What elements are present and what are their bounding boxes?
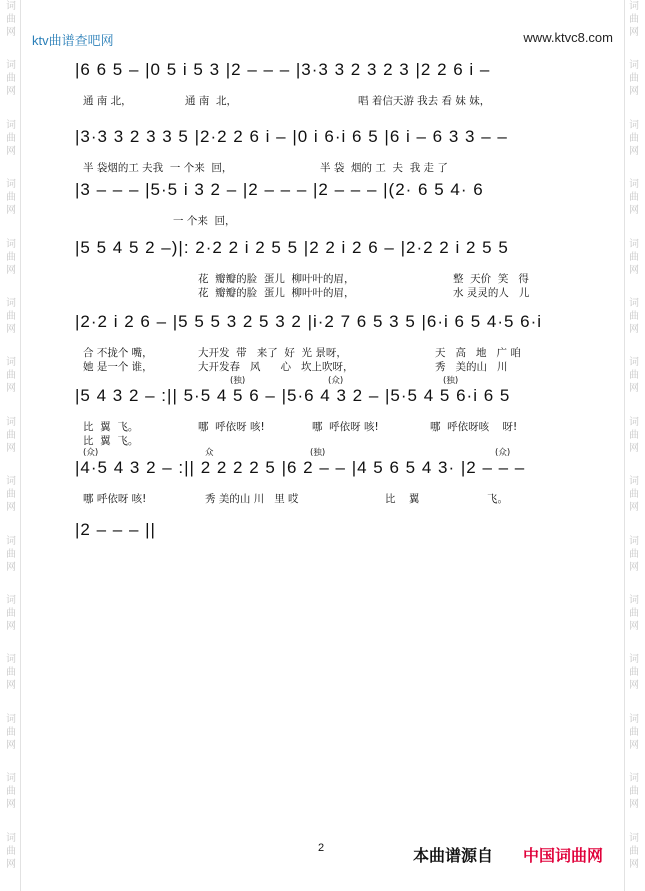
watermark-char: 词 <box>6 832 16 844</box>
watermark-char: 网 <box>6 561 16 573</box>
lyric-line-2: 花 瓣瓣的脸 蛋儿 柳叶叶的眉， <box>198 287 355 299</box>
watermark-char: 曲 <box>6 608 16 620</box>
watermark-char: 网 <box>6 442 16 454</box>
watermark-char: 曲 <box>629 608 639 620</box>
watermark-char: 词 <box>6 713 16 725</box>
lyric-line: 天 高 地 广 咱 <box>435 347 521 359</box>
part-mark: (众) <box>495 448 511 458</box>
watermark-char: 词 <box>629 119 639 131</box>
part-mark: (众) <box>328 376 344 386</box>
watermark-char: 词 <box>629 654 639 666</box>
watermark-char: 词 <box>6 238 16 250</box>
watermark-char: 曲 <box>629 192 639 204</box>
lyric-line: 整 天价 笑 得 <box>453 273 529 285</box>
lyric-line-2: 她 是一个 谁， <box>83 361 153 373</box>
lyric-line: 秀 美的山 川 里 哎 <box>205 493 299 505</box>
watermark-char: 网 <box>6 324 16 336</box>
watermark-char: 曲 <box>6 667 16 679</box>
watermark-char: 词 <box>629 1 639 12</box>
watermark-char: 网 <box>629 86 639 98</box>
watermark-char: 曲 <box>629 845 639 857</box>
watermark-char: 网 <box>629 383 639 395</box>
lyric-line-2: 水 灵灵的人 儿 <box>453 287 530 299</box>
watermark-char: 曲 <box>6 726 16 738</box>
part-mark: (独) <box>230 376 246 386</box>
lyric-line: 哪 呼依呀咳 呀! <box>430 421 518 433</box>
watermark-char: 词 <box>629 179 639 191</box>
notation-line: |5 4 3 2 – :|| 5·5 4 5 6 – |5·6 4 3 2 – |5·5 4 5 6·i 6 5 <box>75 386 511 405</box>
watermark-char: 曲 <box>6 132 16 144</box>
watermark-char: 词 <box>629 60 639 72</box>
watermark-char: 曲 <box>6 489 16 501</box>
page-number: 2 <box>318 842 325 854</box>
watermark-char: 网 <box>629 27 639 38</box>
watermark-char: 词 <box>629 713 639 725</box>
watermark-char: 曲 <box>6 192 16 204</box>
watermark-char: 曲 <box>6 845 16 857</box>
part-mark: (独) <box>310 448 326 458</box>
watermark-char: 曲 <box>6 370 16 382</box>
watermark-char: 网 <box>629 799 639 811</box>
watermark-strip-left <box>2 0 21 891</box>
watermark-char: 词 <box>6 535 16 547</box>
watermark-char: 曲 <box>629 251 639 263</box>
watermark-char: 曲 <box>6 311 16 323</box>
watermark-char: 词 <box>6 357 16 369</box>
watermark-char: 词 <box>629 476 639 488</box>
site-url: www.ktvc8.com <box>523 30 613 45</box>
watermark-char: 网 <box>629 324 639 336</box>
watermark-char: 词 <box>6 654 16 666</box>
watermark-char: 曲 <box>629 311 639 323</box>
watermark-char: 词 <box>6 416 16 428</box>
watermark-char: 网 <box>629 680 639 692</box>
notation-line: |5 5 4 5 2 –)|: 2·2 2 i 2 5 5 |2 2 i 2 6 – |2·2 2 i 2 5 5 <box>75 238 509 257</box>
lyric-line: 通 南 北， <box>83 95 132 107</box>
watermark-char: 网 <box>629 502 639 514</box>
notation-line: |4·5 4 3 2 – :|| 2 2 2 2 5 |6 2 – – |4 5 6 5 4 3· |2 – – – <box>75 458 531 477</box>
lyric-line: 哪 呼依呀 咳! <box>312 421 379 433</box>
watermark-char: 网 <box>6 86 16 98</box>
lyric-line: 大开发 带 来了 好 光 景呀， <box>198 347 347 359</box>
watermark-char: 曲 <box>629 73 639 85</box>
watermark-strip-right <box>624 0 643 891</box>
watermark-char: 网 <box>6 739 16 751</box>
watermark-char: 词 <box>629 595 639 607</box>
watermark-char: 曲 <box>6 548 16 560</box>
lyric-line: 半 袋 烟的 工 夫 我 走 了 <box>320 162 448 174</box>
watermark-char: 网 <box>6 145 16 157</box>
watermark-char: 曲 <box>6 73 16 85</box>
watermark-char: 曲 <box>629 132 639 144</box>
notation-line: |2 – – – || <box>75 520 156 539</box>
watermark-char: 词 <box>629 416 639 428</box>
watermark-char: 词 <box>629 238 639 250</box>
lyric-line: 唱 着信天游 我去 看 妹 妹， <box>358 95 491 107</box>
watermark-char: 网 <box>6 621 16 633</box>
notation-line: |3·3 3 2 3 3 5 |2·2 2 6 i – |0 i 6·i 6 5 |6 i – 6 3 3 – – <box>75 127 514 146</box>
notation-line: |2·2 i 2 6 – |5 5 5 3 2 5 3 2 |i·2 7 6 5 3 5 |6·i 6 5 4·5 6·i <box>75 312 543 331</box>
watermark-char: 曲 <box>6 786 16 798</box>
watermark-char: 网 <box>629 442 639 454</box>
part-mark: 众 <box>205 448 214 458</box>
watermark-char: 曲 <box>629 429 639 441</box>
watermark-char: 词 <box>6 595 16 607</box>
lyric-line: 哪 呼依呀 咳! <box>83 493 147 505</box>
watermark-char: 词 <box>629 773 639 785</box>
watermark-char: 曲 <box>629 548 639 560</box>
lyric-line-2: 大开发春 风 心 坎上吹呀， <box>198 361 354 373</box>
source-label: 本曲谱源自 <box>413 846 494 865</box>
watermark-char: 曲 <box>6 14 16 25</box>
site-name: ktv曲谱查吧网 <box>32 33 114 48</box>
lyric-line: 比 翼 <box>385 493 420 505</box>
watermark-char: 词 <box>6 179 16 191</box>
watermark-char: 网 <box>6 680 16 692</box>
watermark-char: 网 <box>629 145 639 157</box>
watermark-char: 曲 <box>6 429 16 441</box>
watermark-char: 网 <box>629 205 639 217</box>
watermark-char: 曲 <box>629 489 639 501</box>
notation-line: |6 6 5 – |0 5 i 5 3 |2 – – – |3·3 3 2 3 2 3 |2 2 6 i – <box>75 60 497 79</box>
watermark-char: 网 <box>629 739 639 751</box>
watermark-char: 词 <box>6 1 16 12</box>
watermark-char: 词 <box>629 298 639 310</box>
watermark-char: 曲 <box>629 14 639 25</box>
watermark-char: 曲 <box>629 786 639 798</box>
watermark-char: 网 <box>6 383 16 395</box>
watermark-char: 曲 <box>629 726 639 738</box>
watermark-char: 词 <box>629 832 639 844</box>
watermark-char: 词 <box>6 773 16 785</box>
watermark-char: 网 <box>629 561 639 573</box>
watermark-char: 网 <box>629 621 639 633</box>
part-mark: (众) <box>83 448 99 458</box>
lyric-line: 飞。 <box>487 493 508 505</box>
watermark-char: 网 <box>6 799 16 811</box>
lyric-line-2: 秀 美的山 川 <box>435 361 508 373</box>
watermark-char: 词 <box>6 298 16 310</box>
watermark-char: 网 <box>629 858 639 870</box>
lyric-line-2: 比 翼 飞。 <box>83 435 139 447</box>
lyric-line: 一 个来 回， <box>173 215 236 227</box>
watermark-char: 词 <box>6 119 16 131</box>
watermark-char: 网 <box>6 858 16 870</box>
lyric-line: 半 袋烟的工 夫我 一 个来 回， <box>83 162 233 174</box>
watermark-char: 曲 <box>629 667 639 679</box>
watermark-char: 网 <box>6 502 16 514</box>
source-site: 中国词曲网 <box>523 846 604 865</box>
part-mark: (独) <box>443 376 459 386</box>
lyric-line: 比 翼 飞。 <box>83 421 139 433</box>
watermark-char: 曲 <box>629 370 639 382</box>
lyric-line: 花 瓣瓣的脸 蛋儿 柳叶叶的眉， <box>198 273 355 285</box>
watermark-char: 曲 <box>6 251 16 263</box>
lyric-line: 合 不拢个 嘴， <box>83 347 153 359</box>
lyric-line: 通 南 北， <box>185 95 238 107</box>
watermark-char: 词 <box>6 60 16 72</box>
watermark-char: 词 <box>629 535 639 547</box>
watermark-char: 网 <box>6 264 16 276</box>
watermark-char: 词 <box>6 476 16 488</box>
watermark-char: 网 <box>629 264 639 276</box>
watermark-char: 词 <box>629 357 639 369</box>
notation-line: |3 – – – |5·5 i 3 2 – |2 – – – |2 – – – |(2· 6 5 4· 6 <box>75 180 484 199</box>
watermark-char: 网 <box>6 205 16 217</box>
watermark-char: 网 <box>6 27 16 38</box>
lyric-line: 哪 呼依呀 咳! <box>198 421 265 433</box>
